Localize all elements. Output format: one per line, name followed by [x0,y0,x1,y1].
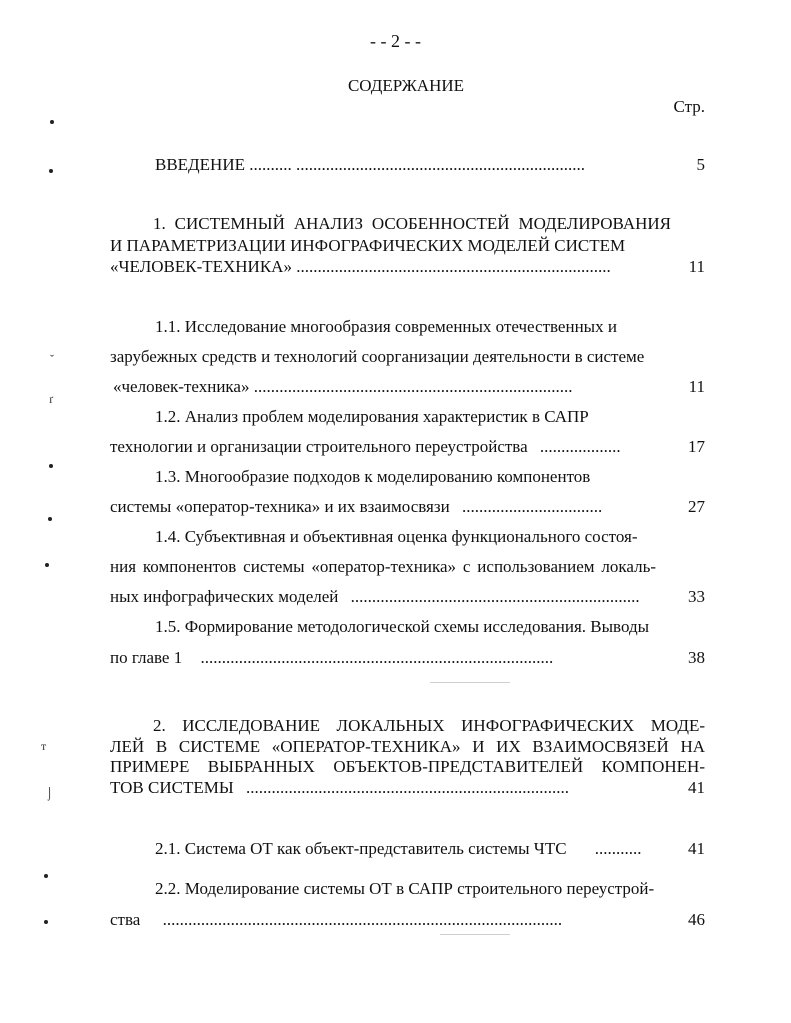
toc-leader-dots: ........................................................................... [253,377,573,396]
toc-page-number: 41 [688,839,705,858]
scan-mark: ᴛ [41,739,47,753]
toc-leader-dots: ................................. [461,497,603,516]
toc-section-1-5-line-2 [110,648,553,668]
scan-mark: ⌡ [46,786,54,800]
toc-entry-label: ТОВ СИСТЕМЫ [110,778,234,797]
toc-section-1-2-line-1: 1.2. Анализ проблем моделирования характеристик в САПР [155,407,589,426]
page-title: СОДЕРЖАНИЕ [347,76,465,95]
scan-mark: ˇ [50,352,54,366]
toc-chapter-1-line-2: И ПАРАМЕТРИЗАЦИИ ИНФОГРАФИЧЕСКИХ МОДЕЛЕЙ СИСТЕМ [110,236,626,255]
toc-page-number: 33 [688,587,705,606]
toc-page-number: 27 [688,497,705,516]
scan-mark [45,563,49,567]
toc-section-1-1-line-1: 1.1. Исследование многообразия современных отечественных и [155,317,617,336]
scan-mark [44,920,48,924]
toc-leader-dots: .................................................................... [350,587,640,606]
page-column-label: Стр. [673,97,705,116]
toc-entry-label: «ЧЕЛОВЕК-ТЕХНИКА» [110,257,292,276]
toc-entry-label: ВВЕДЕНИЕ [155,155,245,174]
scan-mark [44,874,48,878]
scan-artifact-line [440,934,510,935]
toc-leader-dots: .......... .................................................................... [249,155,585,174]
page-number: - - 2 - - [370,31,421,51]
scan-mark: ґ [49,392,54,406]
toc-page-number: 41 [688,778,705,797]
scan-artifact-line [430,682,510,683]
toc-page-number: 17 [688,437,705,456]
toc-page-number: 11 [688,257,705,276]
toc-entry-label: 2.1. Система ОТ как объект-представитель системы ЧТС [155,839,567,858]
toc-section-1-1-line-3 [113,377,572,397]
toc-chapter-1-line-1: 1. СИСТЕМНЫЙ АНАЛИЗ ОСОБЕННОСТЕЙ МОДЕЛИРОВАНИЯ [153,214,671,233]
toc-entry-label: «человек-техника» [113,377,250,396]
toc-entry-label: ства [110,910,141,929]
toc-chapter-2-line-1: 2. ИССЛЕДОВАНИЕ ЛОКАЛЬНЫХ ИНФОГРАФИЧЕСКИХ МОДЕ- [153,716,705,735]
toc-section-2-2-line-1: 2.2. Моделирование системы ОТ в САПР строительного переустрой- [155,879,655,898]
toc-section-1-4-line-1: 1.4. Субъективная и объективная оценка функционального состоя- [155,527,638,546]
toc-leader-dots: .......................................................................... [296,257,611,276]
toc-section-1-4-line-3 [110,587,640,607]
scan-mark [49,169,53,173]
scan-mark [48,517,52,521]
toc-section-1-5-line-1: 1.5. Формирование методологической схемы исследования. Выводы [155,617,650,636]
toc-section-1-4-line-2: ния компонентов системы «оператор-техника» с использованием локаль- [110,557,656,576]
toc-leader-dots: ........... [594,839,642,858]
toc-section-1-2-line-2 [110,437,621,457]
toc-page-number: 11 [688,377,705,396]
toc-leader-dots: ................... [539,437,621,456]
toc-chapter-2-line-3: ПРИМЕРЕ ВЫБРАННЫХ ОБЪЕКТОВ-ПРЕДСТАВИТЕЛЕЙ КОМПОНЕН- [110,757,705,776]
toc-page-number: 38 [688,648,705,667]
toc-entry-label: ных инфографических моделей [110,587,339,606]
toc-leader-dots: ............................................................................ [245,778,569,797]
toc-section-1-3-line-2 [110,497,602,517]
toc-page-number: 5 [696,155,705,174]
toc-section-2-2-line-2 [110,910,562,930]
toc-entry-label: системы «оператор-техника» и их взаимосвязи [110,497,450,516]
toc-section-2-1 [155,839,642,859]
scan-mark [49,464,53,468]
toc-chapter-2-line-2: ЛЕЙ В СИСТЕМЕ «ОПЕРАТОР-ТЕХНИКА» И ИХ ВЗАИМОСВЯЗЕЙ НА [110,737,705,756]
toc-entry-intro [155,155,585,175]
toc-section-1-1-line-2: зарубежных средств и технологий соорганизации деятельности в системе [110,347,645,366]
toc-entry-label: технологии и организации строительного переустройства [110,437,528,456]
toc-leader-dots: .............................................................................................. [162,910,563,929]
toc-page-number: 46 [688,910,705,929]
scan-mark [50,120,54,124]
toc-leader-dots: ................................................................................... [200,648,554,667]
toc-entry-label: по главе 1 [110,648,183,667]
toc-chapter-2-line-4 [110,778,569,798]
toc-section-1-3-line-1: 1.3. Многообразие подходов к моделированию компонентов [155,467,591,486]
toc-chapter-1-line-3 [110,257,611,277]
